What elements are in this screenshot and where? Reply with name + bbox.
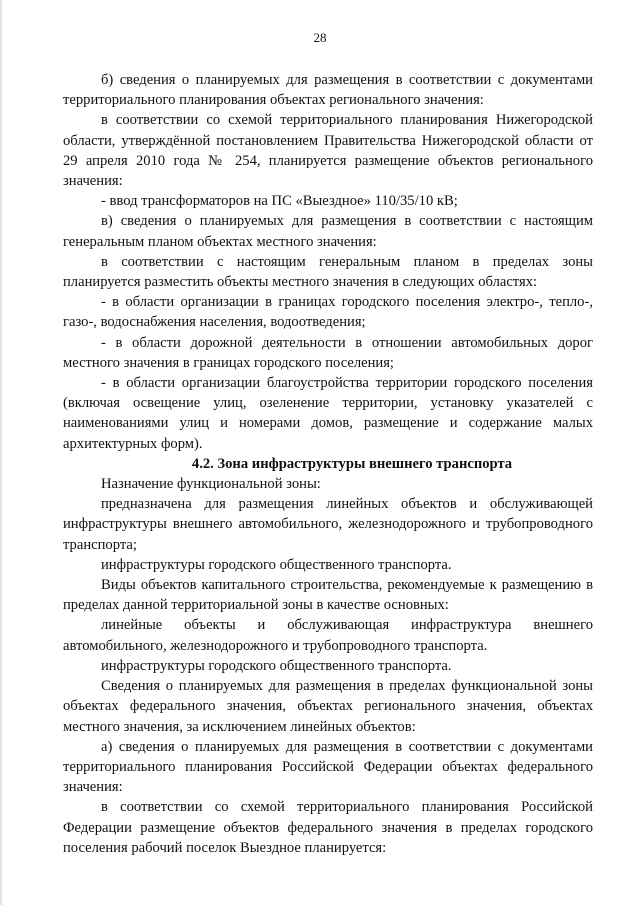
paragraph-local-info-intro: в) сведения о планируемых для размещения в соответствии с настоящим генеральным планом объектах местного значения: — [63, 213, 593, 250]
section-heading: 4.2. Зона инфраструктуры внешнего транспорта — [191, 455, 513, 472]
list-item-transformers: - ввод трансформаторов на ПС «Выездное» 110/35/10 кВ; — [101, 193, 458, 210]
list-item-landscaping: - в области организации благоустройства территории городского поселения (включая освещение улиц, озеленение территории, установку указателей с наименованиями улиц и номерами домов, размещение и содержание малых архитектурных форм). — [63, 375, 593, 452]
paragraph-zone-purpose-label: Назначение функциональной зоны: — [101, 476, 321, 493]
paragraph-zone-purpose: предназначена для размещения линейных объектов и обслуживающей инфраструктуры внешнего автомобильного, железнодорожного и трубопроводного транспорта; — [63, 496, 593, 553]
paragraph-linear-objects: линейные объекты и обслуживающая инфраструктура внешнего автомобильного, железнодорожного и трубопроводного транспорта. — [63, 617, 593, 654]
paragraph-regional-scheme: в соответствии со схемой территориального планирования Нижегородской области, утверждённой постановлением Правительства Нижегородской области от 29 апреля 2010 года № 254, планируется размещение объектов регионального значения: — [63, 112, 593, 190]
paragraph-regional-info-intro: б) сведения о планируемых для размещения в соответствии с документами территориального планирования объектах регионального значения: — [63, 72, 593, 109]
paragraph-planned-objects: Сведения о планируемых для размещения в пределах функциональной зоны объектах федерального значения, объектах регионального значения, объектах местного значения, за исключением линейных объектов: — [63, 678, 593, 735]
list-item-utilities: - в области организации в границах городского поселения электро-, тепло-, газо-, водоснабжения населения, водоотведения; — [63, 294, 593, 331]
paragraph-federal-info-intro: а) сведения о планируемых для размещения в соответствии с документами территориального планирования Российской Федерации объектах федерального значения: — [63, 738, 593, 796]
scan-edge — [0, 0, 3, 905]
paragraph-construction-types: Виды объектов капитального строительства, рекомендуемые к размещению в пределах данной территориальной зоны в качестве основных: — [63, 577, 593, 614]
paragraph-public-transport-2: инфраструктуры городского общественного транспорта. — [101, 657, 452, 674]
paragraph-public-transport: инфраструктуры городского общественного транспорта. — [101, 556, 452, 573]
document-body — [63, 70, 593, 858]
page-number: 28 — [313, 30, 327, 45]
paragraph-federal-scheme: в соответствии со схемой территориального планирования Российской Федерации размещение объектов федерального значения в пределах городского поселения рабочий поселок Выездное планируется: — [63, 799, 593, 856]
list-item-roads: - в области дорожной деятельности в отношении автомобильных дорог местного значения в границах городского поселения; — [63, 334, 593, 371]
paragraph-local-plan: в соответствии с настоящим генеральным планом в пределах зоны планируется разместить объекты местного значения в следующих областях: — [63, 253, 593, 291]
